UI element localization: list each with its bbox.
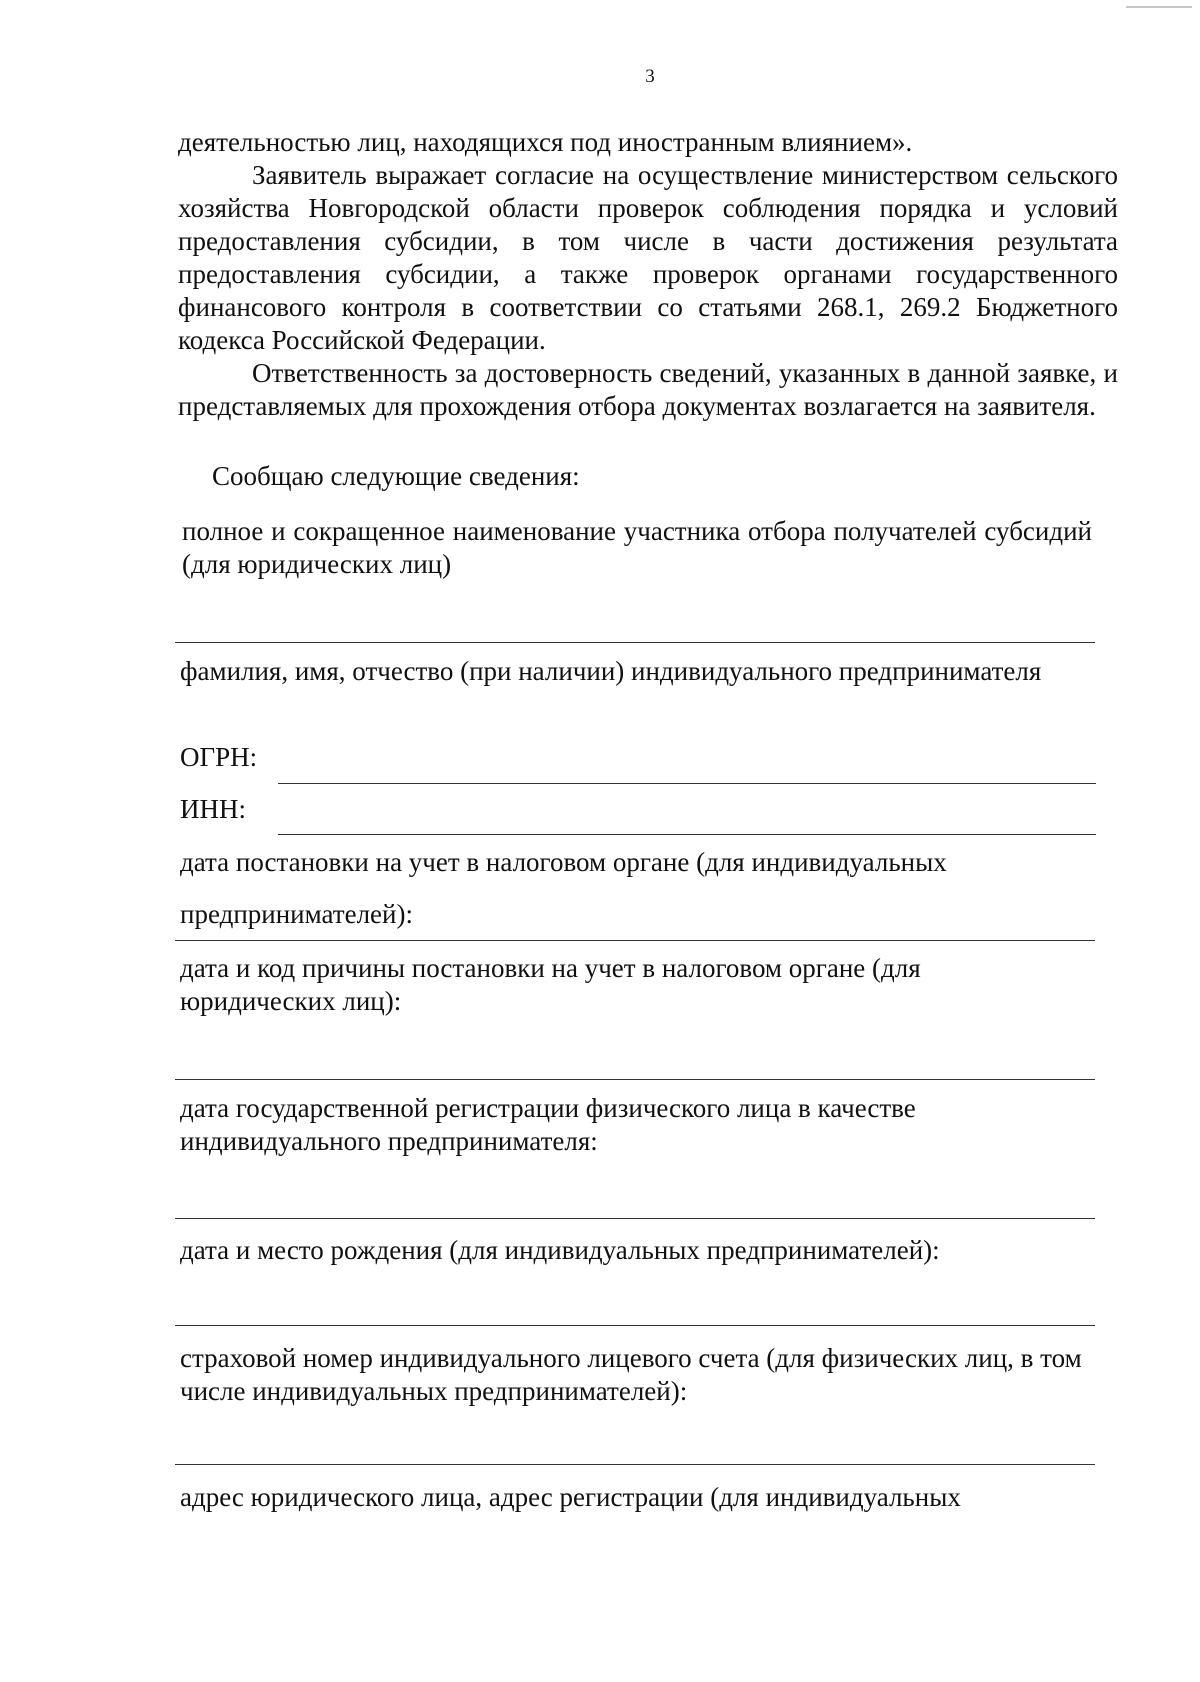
inn-label: ИНН: (180, 794, 246, 824)
tax-reg-date-ip-label-line2: предпринимателей): (180, 899, 413, 929)
scan-edge-mark (1126, 6, 1192, 8)
tax-reg-date-ip-field[interactable] (175, 940, 1095, 941)
snils-label: страховой номер индивидуального лицевого счета (для физических лиц, в том числе индивидуальных предпринимателей): (180, 1343, 1082, 1406)
ogrn-field[interactable] (278, 783, 1096, 784)
page-number: 3 (645, 66, 655, 87)
tax-reg-date-ip-label-line1: дата постановки на учет в налоговом органе (для индивидуальных (180, 847, 947, 877)
fio-ip-label: фамилия, имя, отчество (при наличии) индивидуального предпринимателя (180, 656, 1042, 686)
paragraph-continuation: деятельностью лиц, находящихся под иностранным влиянием». (178, 127, 913, 157)
tax-reg-kpp-legal-field[interactable] (175, 1079, 1095, 1080)
address-label: адрес юридического лица, адрес регистрации (для индивидуальных (180, 1482, 961, 1512)
snils-field[interactable] (175, 1464, 1095, 1465)
birth-date-place-label: дата и место рождения (для индивидуальных предпринимателей): (180, 1235, 940, 1265)
ogrn-label: ОГРН: (180, 742, 258, 772)
inn-field[interactable] (278, 834, 1096, 835)
full-name-legal-field[interactable] (175, 642, 1095, 643)
paragraph-responsibility: Ответственность за достоверность сведений, указанных в данной заявке, и представляемых для прохождения отбора документах возлагается на заявителя. (178, 358, 1118, 421)
full-name-legal-label: полное и сокращенное наименование участника отбора получателей субсидий (для юридических лиц) (182, 516, 1092, 579)
birth-date-place-field[interactable] (175, 1325, 1095, 1326)
state-reg-date-ip-field[interactable] (175, 1218, 1095, 1219)
tax-reg-kpp-legal-label: дата и код причины постановки на учет в налоговом органе (для юридических лиц): (180, 953, 921, 1016)
paragraph-consent: Заявитель выражает согласие на осуществление министерством сельского хозяйства Новгородской области проверок соблюдения порядка и условий предоставления субсидии, в том числе в части достижения результата предоставления субсидии, а также проверок органами государственного финансового контроля в соответствии со статьями 268.1, 269.2 Бюджетного кодекса Российской Федерации. (178, 160, 1118, 355)
state-reg-date-ip-label: дата государственной регистрации физического лица в качестве индивидуального предпринимателя: (180, 1093, 916, 1156)
intro-text: Сообщаю следующие сведения: (212, 461, 580, 491)
body-text (178, 126, 1118, 423)
